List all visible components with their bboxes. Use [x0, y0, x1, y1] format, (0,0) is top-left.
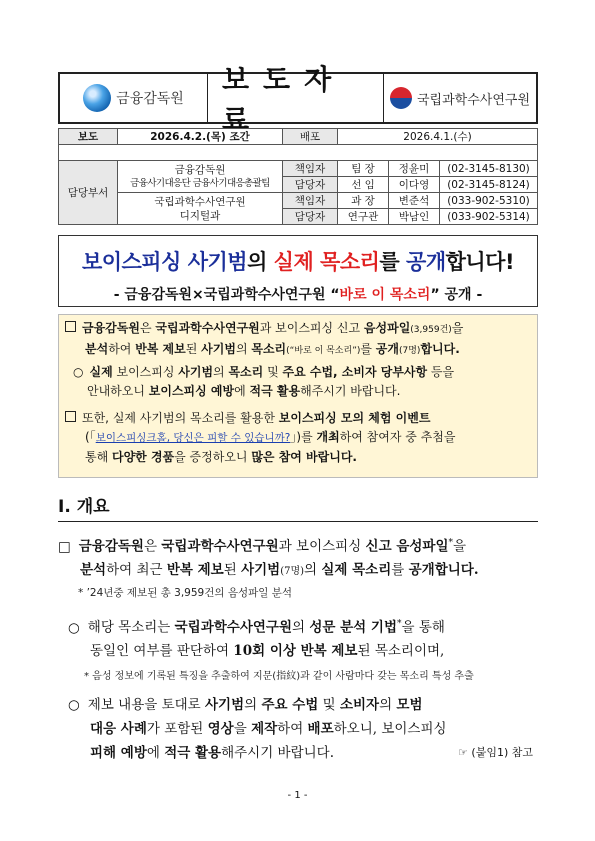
text: 보이스피싱 모의 체험 이벤트 [278, 411, 431, 425]
text: 하여 최근 [106, 561, 167, 578]
nfs-dept [118, 193, 283, 225]
text: 의 [244, 697, 262, 713]
appendix-reference: ☞ (붙임1) 참고 [458, 746, 533, 759]
contact-name: 정윤미 [389, 161, 440, 177]
release-value: 2026.4.2.(목) 조간 [118, 129, 283, 145]
nfs-dept-name: 국립과학수사연구원 [154, 195, 246, 208]
contact-phone: (033-902-5310) [440, 193, 538, 209]
taegeuk-icon [390, 87, 412, 109]
summary-paragraph-1 [65, 319, 531, 361]
text: 목소리 [251, 342, 287, 356]
contact-rank: 연구관 [338, 209, 389, 225]
text: 사기범 [201, 342, 236, 356]
text: 사기범 [204, 697, 245, 713]
text: 영상 [207, 721, 234, 737]
text: 등을 [427, 365, 455, 379]
text: 공개 [375, 342, 399, 356]
text: 의 [292, 619, 310, 636]
text: 을 [233, 721, 252, 737]
text: 대응 사례 [90, 721, 147, 737]
circle-bullet-icon: ○ [73, 365, 84, 379]
text: 또한, 실제 사기범의 목소리를 활용한 [82, 411, 279, 425]
text: (「 [85, 430, 96, 444]
contact-phone: (02-3145-8124) [440, 177, 538, 193]
text: 금융감독원 [78, 538, 144, 555]
text: 하여 [108, 342, 136, 356]
text: 합니다. [420, 342, 460, 356]
contact-role: 책임자 [283, 193, 338, 209]
square-bullet-icon [65, 321, 76, 332]
release-label: 보도 [59, 129, 118, 145]
fss-team-name: 금융사기대응단 금융사기대응총괄팀 [130, 177, 270, 189]
contact-rank: 선 임 [338, 177, 389, 193]
text: 제작 [251, 721, 278, 737]
text: 을 증정하오니 [174, 450, 252, 464]
text: 반복 제보 [166, 561, 224, 578]
text: 의 [213, 365, 229, 379]
section-title: Ⅰ. 개요 [58, 492, 538, 522]
section-overview [58, 492, 538, 522]
headline [59, 246, 537, 276]
text: 통해 [85, 450, 112, 464]
contact-phone: (02-3145-8130) [440, 161, 538, 177]
text: 및 [263, 365, 283, 379]
text: 과 보이스피싱 [278, 538, 366, 555]
headline-part: 를 [379, 250, 407, 274]
subheadline [59, 284, 537, 304]
text: 은 [139, 321, 156, 335]
summary-paragraph-2 [73, 363, 533, 401]
text: 된 목소리이며, [357, 642, 445, 659]
contact-name: 이다영 [389, 177, 440, 193]
text: 목소리 [228, 365, 264, 379]
subheadline-highlight: 바로 이 목소리 [339, 287, 431, 303]
text: 분석 [85, 342, 109, 356]
page-number: - 1 - [287, 790, 308, 801]
overview-bullet-3 [58, 693, 543, 765]
text: 반복 제보 [135, 342, 186, 356]
subheadline-part: - 금융감독원×국립과학수사연구원 “ [113, 287, 340, 303]
text: 배포 [307, 721, 334, 737]
text: 실제 [89, 365, 113, 379]
event-link[interactable]: 보이스피싱크홀, 당신은 피할 수 있습니까? [95, 432, 291, 444]
fss-logo [83, 84, 184, 112]
text: 국립과학수사연구원 [155, 321, 260, 335]
headline-part: 보이스피싱 사기범 [81, 250, 248, 274]
contact-role: 담당자 [283, 177, 338, 193]
text: 주요 수법, 소비자 당부사항 [282, 365, 428, 379]
text: 을 통해 [401, 619, 445, 636]
overview-bullet-1 [58, 532, 543, 583]
text: 를 [360, 342, 376, 356]
text: 하여 [277, 721, 308, 737]
text: 다양한 경품 [112, 450, 175, 464]
text: 주요 수법 [261, 697, 319, 713]
contact-phone: (033-902-5314) [440, 209, 538, 225]
text: 사기범 [241, 561, 281, 578]
text: 은 [143, 538, 162, 555]
square-bullet-icon: □ [58, 538, 71, 555]
text: 과 보이스피싱 신고 [259, 321, 364, 335]
contact-role: 책임자 [283, 161, 338, 177]
nfs-team-name: 디지털과 [179, 209, 221, 222]
text: * [448, 538, 453, 548]
contact-name: 변준석 [389, 193, 440, 209]
text: 신고 음성파일 [365, 538, 449, 555]
text: 보이스피싱 [112, 365, 179, 379]
text: 소비자 [339, 697, 380, 713]
text: (7명) [280, 565, 305, 577]
text: 에 [234, 384, 250, 398]
text: * [397, 619, 402, 629]
footnote-1: * ’24년중 제보된 총 3,959건의 음성파일 분석 [78, 587, 293, 599]
circle-bullet-icon: ○ [68, 619, 80, 636]
nfs-logo-text: 국립과학수사연구원 [416, 92, 531, 108]
text: 가 포함된 [146, 721, 208, 737]
text: 음성파일 [363, 321, 411, 335]
text: 및 [318, 697, 340, 713]
text: 를 [391, 561, 409, 578]
circle-bullet-icon: ○ [68, 697, 80, 713]
text: 적극 활용 [249, 384, 301, 398]
dept-label: 담당부서 [59, 161, 118, 225]
text: 해주시기 바랍니다. [221, 745, 335, 761]
text: 을 [453, 538, 467, 555]
release-info-table [58, 128, 538, 225]
text: (7명) [398, 346, 421, 356]
text: 을 [451, 321, 464, 335]
text: (3,959건) [410, 325, 452, 335]
text: 동일인 여부를 판단하여 [90, 642, 234, 659]
text: 에 [146, 745, 165, 761]
text: 국립과학수사연구원 [161, 538, 279, 555]
text: 안내하오니 [87, 384, 149, 398]
text: 된 [185, 342, 202, 356]
text: 사기범 [178, 365, 214, 379]
overview-bullet-2 [58, 613, 543, 663]
summary-paragraph-3 [65, 409, 531, 467]
square-bullet-icon [65, 411, 76, 422]
text: 모범 [396, 697, 423, 713]
text: 의 [235, 342, 252, 356]
text: 를 [301, 430, 317, 444]
distribution-label: 배포 [283, 129, 338, 145]
text: 금융감독원 [82, 321, 140, 335]
text: 해당 목소리는 [87, 619, 175, 636]
headline-highlight: 실제 목소리 [273, 250, 380, 274]
text: 된 [223, 561, 242, 578]
text: 적극 활용 [164, 745, 222, 761]
text: 의 [379, 697, 397, 713]
text: 10회 이상 반복 제보 [233, 642, 358, 659]
text: 분석 [80, 561, 107, 578]
nfs-logo-cell [384, 74, 536, 122]
text: 의 [304, 561, 322, 578]
contact-role: 담당자 [283, 209, 338, 225]
text: 」) [290, 430, 302, 444]
text: 하오니, 보이스피싱 [333, 721, 447, 737]
text: 실제 목소리 [321, 561, 392, 578]
fss-logo-cell [60, 74, 208, 122]
text: 보이스피싱 예방 [148, 384, 235, 398]
footnote-2: * 음성 정보에 기록된 특징을 추출하여 지문(指紋)과 같이 사람마다 갖는 목소리 특성 추출 [84, 671, 474, 682]
doc-type: 보도자료 [208, 74, 384, 122]
fss-globe-icon [83, 84, 111, 112]
contact-rank: 과 장 [338, 193, 389, 209]
text: 해주시기 바랍니다. [300, 384, 401, 398]
headline-part: 의 [247, 250, 274, 274]
headline-part: 합니다! [445, 250, 515, 274]
fss-dept-name: 금융감독원 [174, 163, 226, 176]
text: 성문 분석 기법 [309, 619, 397, 636]
press-header [58, 63, 538, 136]
subheadline-part: ” 공개 - [430, 287, 483, 303]
text: (“바로 이 목소리”) [286, 346, 361, 356]
fss-dept [118, 161, 283, 193]
contact-rank: 팀 장 [338, 161, 389, 177]
text: 국립과학수사연구원 [174, 619, 292, 636]
text: 많은 참여 바랍니다. [251, 450, 357, 464]
text: 공개합니다. [408, 561, 479, 578]
headline-part: 공개 [406, 250, 446, 274]
text: 개최 [316, 430, 340, 444]
text: 제보 내용을 토대로 [87, 697, 205, 713]
fss-logo-text: 금융감독원 [116, 91, 184, 107]
distribution-value: 2026.4.1.(수) [338, 129, 538, 145]
headline-box [58, 235, 538, 307]
summary-box [58, 314, 538, 478]
nfs-logo [390, 87, 530, 109]
text: 하여 참여자 중 추첨을 [339, 430, 456, 444]
text: 피해 예방 [90, 745, 147, 761]
contact-name: 박남인 [389, 209, 440, 225]
